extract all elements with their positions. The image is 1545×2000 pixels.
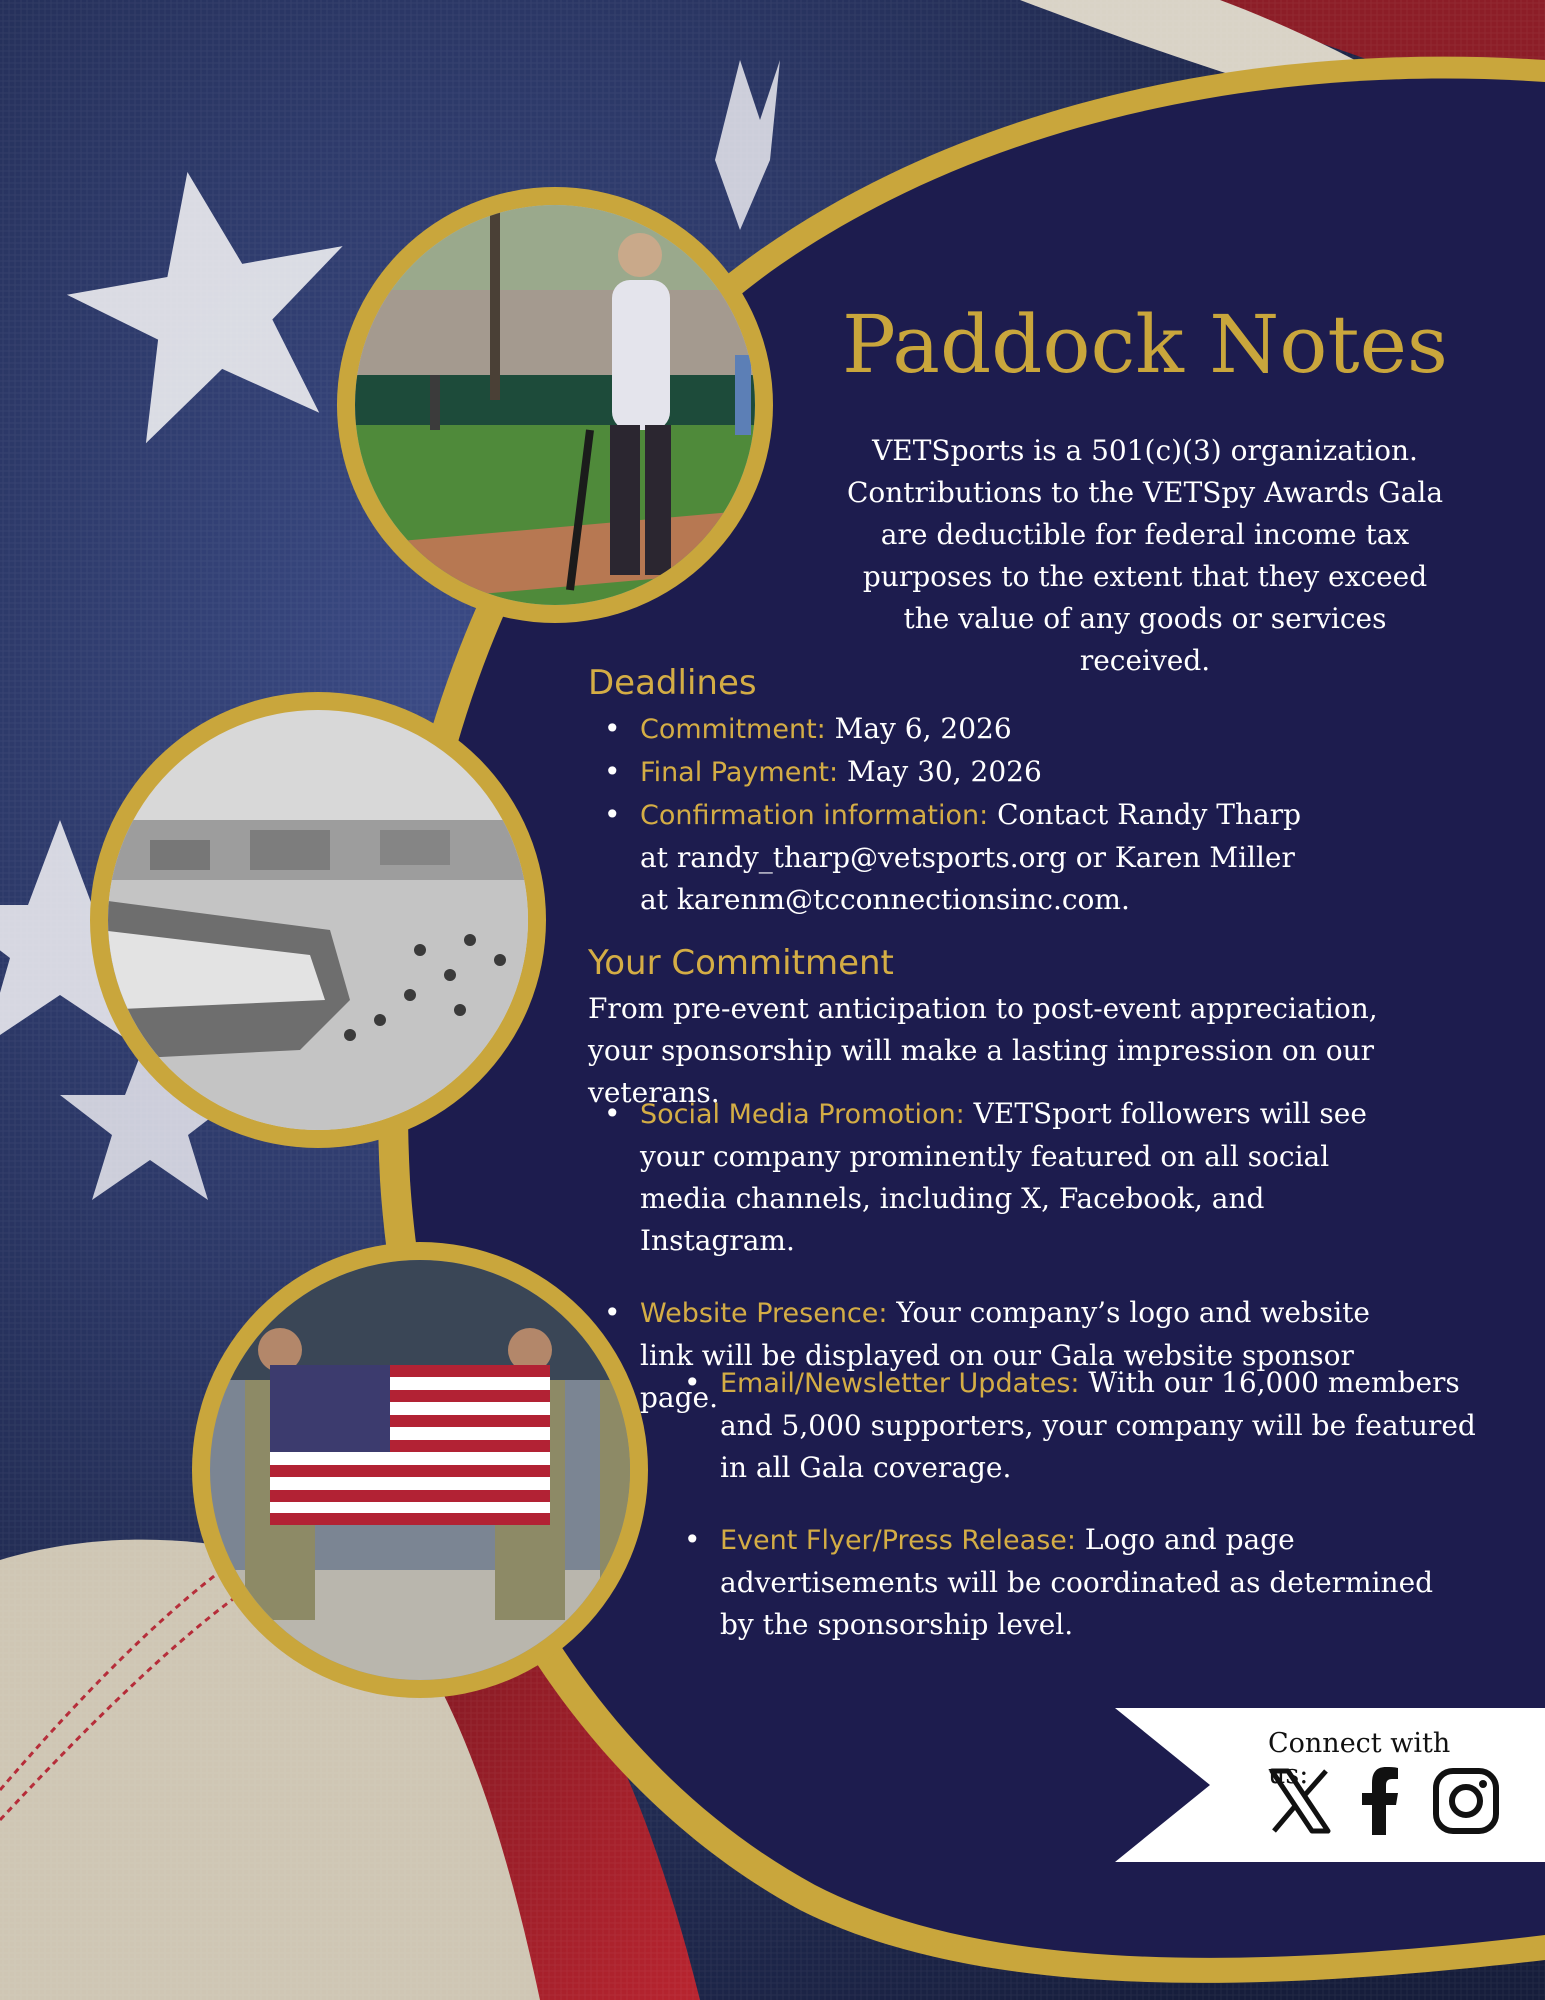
item-label: Social Media Promotion: xyxy=(640,1099,965,1130)
list-item xyxy=(588,794,1330,921)
item-text: VETSport followers will see your company prominently featured on all social media channels, including X, Facebook, and Instagram. xyxy=(640,1097,1367,1257)
deadlines-list xyxy=(588,708,1348,921)
commitment-intro: From pre-event anticipation to post-event appreciation, your sponsorship will make a lasting impression on our veterans. xyxy=(588,992,1378,1109)
connect-label: Connect with us: xyxy=(1268,1728,1451,1790)
item-text: Contact Randy Tharp at randy_tharp@vetsports.org or Karen Miller at karenm@tcconnectionsinc.com. xyxy=(640,798,1302,916)
list-item xyxy=(588,708,1348,751)
commitment-heading: Your Commitment xyxy=(588,943,894,983)
deadlines-heading: Deadlines xyxy=(588,663,757,703)
commitment-list-b xyxy=(668,1362,1476,1646)
x-icon[interactable] xyxy=(1264,1765,1336,1837)
item-label: Email/Newsletter Updates: xyxy=(720,1368,1080,1399)
item-label: Event Flyer/Press Release: xyxy=(720,1525,1076,1556)
item-label: Website Presence: xyxy=(640,1298,888,1329)
item-text: May 6, 2026 xyxy=(825,712,1012,745)
intro-paragraph: VETSports is a 501(c)(3) organization. Contributions to the VETSpy Awards Gala are deductible for federal income tax purposes to the extent that they exceed the value of any goods or services received. xyxy=(846,434,1444,677)
list-item xyxy=(588,751,1348,794)
item-text: Logo and page advertisements will be coordinated as determined by the sponsorship level. xyxy=(720,1523,1434,1641)
page-title: Paddock Notes xyxy=(842,298,1448,391)
facebook-icon[interactable] xyxy=(1346,1765,1418,1837)
item-text: Your company’s logo and website link will be displayed on our Gala website sponsor page. xyxy=(640,1296,1370,1414)
list-item xyxy=(668,1362,1510,1489)
instagram-icon[interactable] xyxy=(1430,1765,1502,1837)
item-text: May 30, 2026 xyxy=(838,755,1042,788)
item-text: With our 16,000 members and 5,000 supporters, your company will be featured in all Gala coverage. xyxy=(720,1366,1476,1484)
list-item xyxy=(588,1093,1380,1262)
list-item xyxy=(668,1519,1460,1646)
item-label: Confirmation information: xyxy=(640,800,989,831)
item-label: Commitment: xyxy=(640,714,826,745)
item-label: Final Payment: xyxy=(640,757,839,788)
